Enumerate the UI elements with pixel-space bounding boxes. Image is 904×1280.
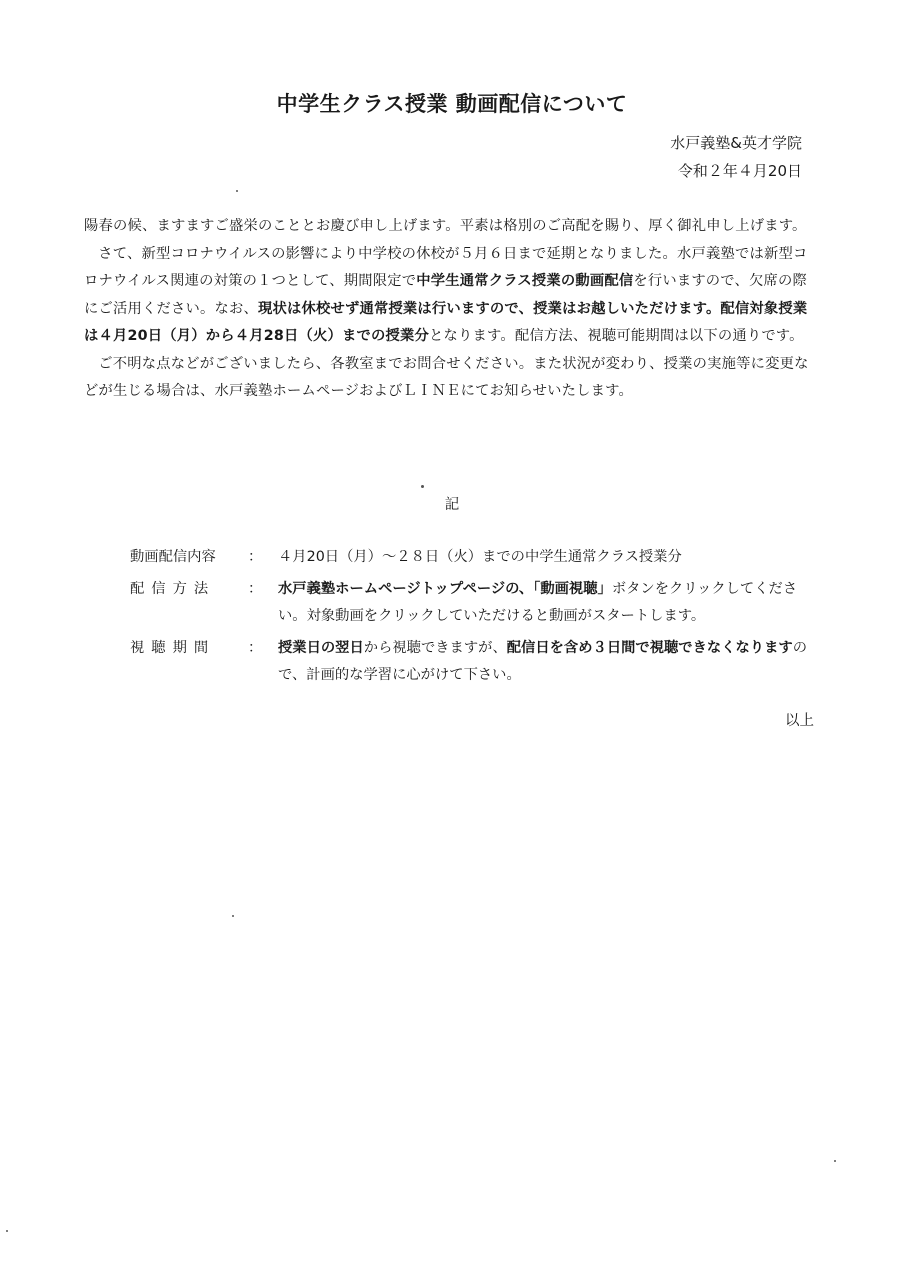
detail-value-text: から視聴できますが、 [363,640,507,656]
announcement-text-2: を行いますので、欠席の際にご活用ください。なお、 [84,273,808,317]
detail-value-text: ボタンをクリックしてください。対象動画をクリックしていただけると動画がスタートします。 [278,581,798,624]
document-title: 中学生クラス授業 動画配信について [276,92,628,116]
detail-value [278,576,818,630]
detail-value: ４月20日（月）～２８日（火）までの中学生通常クラス授業分 [278,549,682,565]
scan-speck [834,1160,836,1162]
ki-heading: 記 [444,497,460,513]
detail-label: 視聴期間 [130,640,216,656]
body-text [84,213,820,406]
detail-value-emphasis: 授業日の翌日 [278,640,364,656]
detail-row-period [130,635,830,689]
detail-value-emphasis: 配信日を含め３日間で視聴できなくなります [506,640,793,656]
sender-organization: 水戸義塾&英才学院 [670,134,802,152]
scan-speck [421,485,424,488]
announcement-emphasis-2: 現状は休校せず通常授業は行いますので、授業はお越しいただけます。配信対象授業は４月20日（月）から４月28日（火）までの授業分 [84,300,808,344]
announcement-paragraph [84,241,820,351]
announcement-text-1: さて、新型コロナウイルスの影響により中学校の休校が５月６日まで延期となりました。水戸義塾では新型コロナウイルス関連の対策の１つとして、期間限定で [84,245,808,289]
issue-date: 令和２年４月20日 [677,162,802,180]
detail-row-method [130,576,830,630]
detail-colon: ： [248,640,263,656]
closing-mark: 以上 [785,713,814,729]
detail-label: 配信方法 [130,581,216,597]
detail-value-emphasis: 水戸義塾ホームページトップページの、「動画視聴」 [278,581,612,597]
detail-row-content [130,544,830,571]
details-list [130,544,830,694]
detail-value [278,635,818,689]
scan-speck [232,915,234,917]
detail-value-text: ので、計画的な学習に心がけて下さい。 [278,640,807,683]
contact-paragraph: ご不明な点などがございましたら、各教室までお問合せください。また状況が変わり、授業の実施等に変更などが生じる場合は、水戸義塾ホームページおよびＬＩＮＥにてお知らせいたします。 [84,355,809,399]
scan-speck [236,190,238,192]
detail-colon: ： [248,581,263,597]
scan-speck [6,1230,8,1232]
announcement-text-3: となります。配信方法、視聴可能期間は以下の通りです。 [429,328,804,344]
detail-label: 動画配信内容 [130,549,216,565]
detail-colon: ： [248,549,263,565]
announcement-emphasis-1: 中学生通常クラス授業の動画配信 [416,273,634,289]
greeting-paragraph: 陽春の候、ますますご盛栄のこととお慶び申し上げます。平素は格別のご高配を賜り、厚く御礼申し上げます。 [84,218,807,234]
